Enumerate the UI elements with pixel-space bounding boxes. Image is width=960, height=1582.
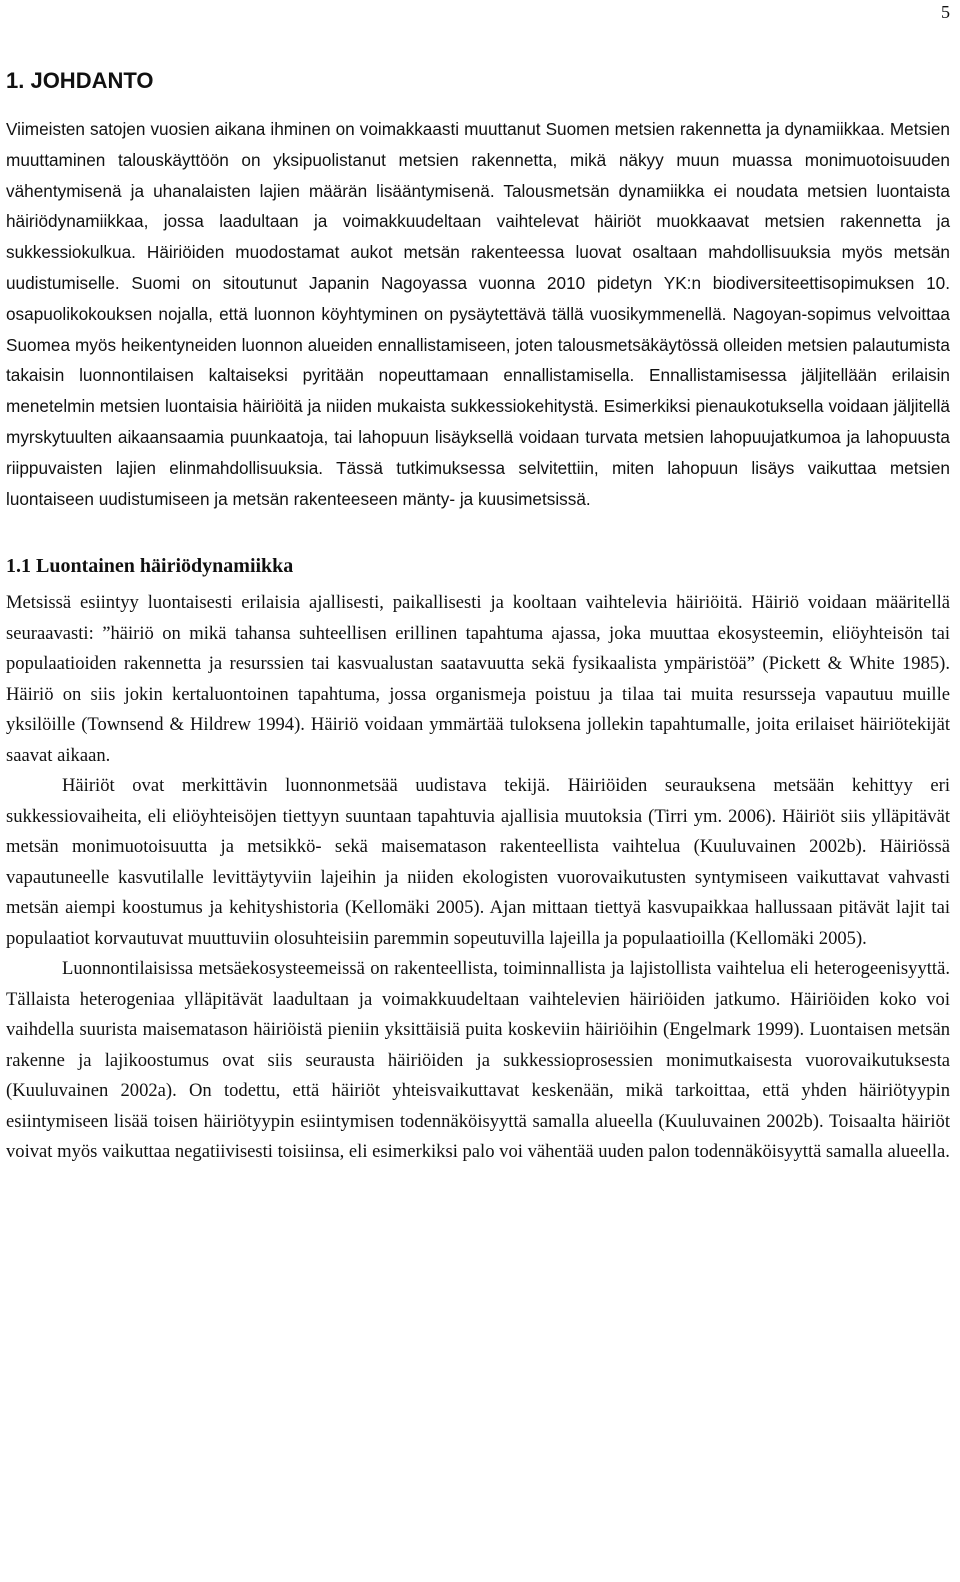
section-heading: 1.1 Luontainen häiriödynamiikka	[6, 555, 294, 578]
section-paragraph-1: Metsissä esiintyy luontaisesti erilaisia ajallisesti, paikallisesti ja kooltaan vaihtelevia häiriöitä. Häiriö voidaan määritellä seuraavasti: ”häiriö on mikä tahansa suhteellisen erillinen tapahtuma ajassa, joka muuttaa ekosysteemin, eliöyhteisön tai populaatioiden rakennetta ja resurssien tai kasvualustan saatavuutta sekä fysikaalista ympäristöä” (Pickett & White 1985). Häiriö on siis jokin kertaluontoinen tapahtuma, jossa organismeja poistuu ja tilaa tai muita resursseja vapautuu muille yksilöille (Townsend & Hildrew 1994). Häiriö voidaan ymmärtää tuloksena jollekin tapahtumalle, joita erilaiset häiriötekijät saavat aikaan.	[6, 592, 950, 766]
page-number: 5	[941, 2, 950, 22]
chapter-heading: 1. JOHDANTO	[6, 68, 154, 93]
intro-paragraph: Viimeisten satojen vuosien aikana ihminen on voimakkaasti muuttanut Suomen metsien rakennetta ja dynamiikkaa. Metsien muuttaminen talouskäyttöön on yksipuolistanut metsien rakennetta, mikä näkyy muun muassa monimuotoisuuden vähentymisenä ja uhanalaisten lajien määrän lisääntymisenä. Talousmetsän dynamiikka ei noudata metsien luontaista häiriödynamiikkaa, jossa laadultaan ja voimakkuudeltaan vaihtelevat häiriöt muokkaavat metsien rakennetta ja sukkessiokulkua. Häiriöiden muodostamat aukot metsän rakenteessa luovat osaltaan mahdollisuuksia myös metsän uudistumiselle. Suomi on sitoutunut Japanin Nagoyassa vuonna 2010 pidetyn YK:n biodiversiteettisopimuksen 10. osapuolikokouksen nojalla, että luonnon köyhtyminen on pysäytettävä tällä vuosikymmenellä. Nagoyan-sopimus velvoittaa Suomea myös heikentyneiden luonnon alueiden ennallistamiseen, joten talousmetsäkäytössä olleiden metsien palautumista takaisin luonnontilaisen kaltaiseksi pyritään nopeuttamaan ennallistamisella. Ennallistamisessa jäljitellään erilaisin menetelmin metsien luontaisia häiriöitä ja niiden mukaista sukkessiokehitystä. Esimerkiksi pienaukotuksella voidaan jäljitellä myrskytuulten aikaansaamia puunkaatoja, tai lahopuun lisäyksellä voidaan turvata metsien lahopuujatkumoa ja lahopuusta riippuvaisten lajien elinmahdollisuuksia. Tässä tutkimuksessa selvitettiin, miten lahopuun lisäys vaikuttaa metsien luontaiseen uudistumiseen ja metsän rakenteeseen mänty- ja kuusimetsissä.	[6, 119, 950, 509]
section-paragraph-2: Häiriöt ovat merkittävin luonnonmetsää uudistava tekijä. Häiriöiden seurauksena metsään kehittyy eri sukkessiovaiheita, eli eliöyhteisöjen tiettyyn suuntaan tapahtuvia ajallisia muutoksia (Tirri ym. 2006). Häiriöt siis ylläpitävät metsän monimuotoisuutta ja metsikkö- sekä maisematason rakenteellista vaihtelua (Kuuluvainen 2002b). Häiriössä vapautuneelle kasvutilalle levittäytyviin lajeihin ja niiden ekologisten vuorovaikutusten syntymiseen vaikuttavat vahvasti metsän aiempi koostumus ja kehityshistoria (Kellomäki 2005). Ajan mittaan tiettyä kasvupaikkaa hallussaan pitävät lajit tai populaatiot korvautuvat muuttuviin olosuhteisiin paremmin sopeutuvilla lajeilla ja populaatioilla (Kellomäki 2005).	[6, 775, 950, 949]
page-content	[6, 68, 950, 1168]
section-paragraph-3: Luonnontilaisissa metsäekosysteemeissä on rakenteellista, toiminnallista ja lajistollista vaihtelua eli heterogeenisyyttä. Tällaista heterogeniaa ylläpitävät laadultaan ja voimakkuudeltaan vaihtelevien häiriöiden jatkumo. Häiriöiden koko voi vaihdella suurista maisematason häiriöistä pieniin yksittäisiä puita koskeviin häiriöihin (Engelmark 1999). Luontaisen metsän rakenne ja lajikoostumus ovat siis seurausta häiriöiden ja sukkessioprosessien monimutkaisesta vuorovaikutuksesta (Kuuluvainen 2002a). On todettu, että häiriöt yhteisvaikuttavat keskenään, mikä tarkoittaa, että yhden häiriötyypin esiintymiseen lisää toisen häiriötyypin esiintymisen todennäköisyyttä samalla alueella (Kuuluvainen 2002b). Toisaalta häiriöt voivat myös vaikuttaa negatiivisesti toisiinsa, eli esimerkiksi palo voi vähentää uuden palon todennäköisyyttä samalla alueella.	[6, 958, 950, 1163]
